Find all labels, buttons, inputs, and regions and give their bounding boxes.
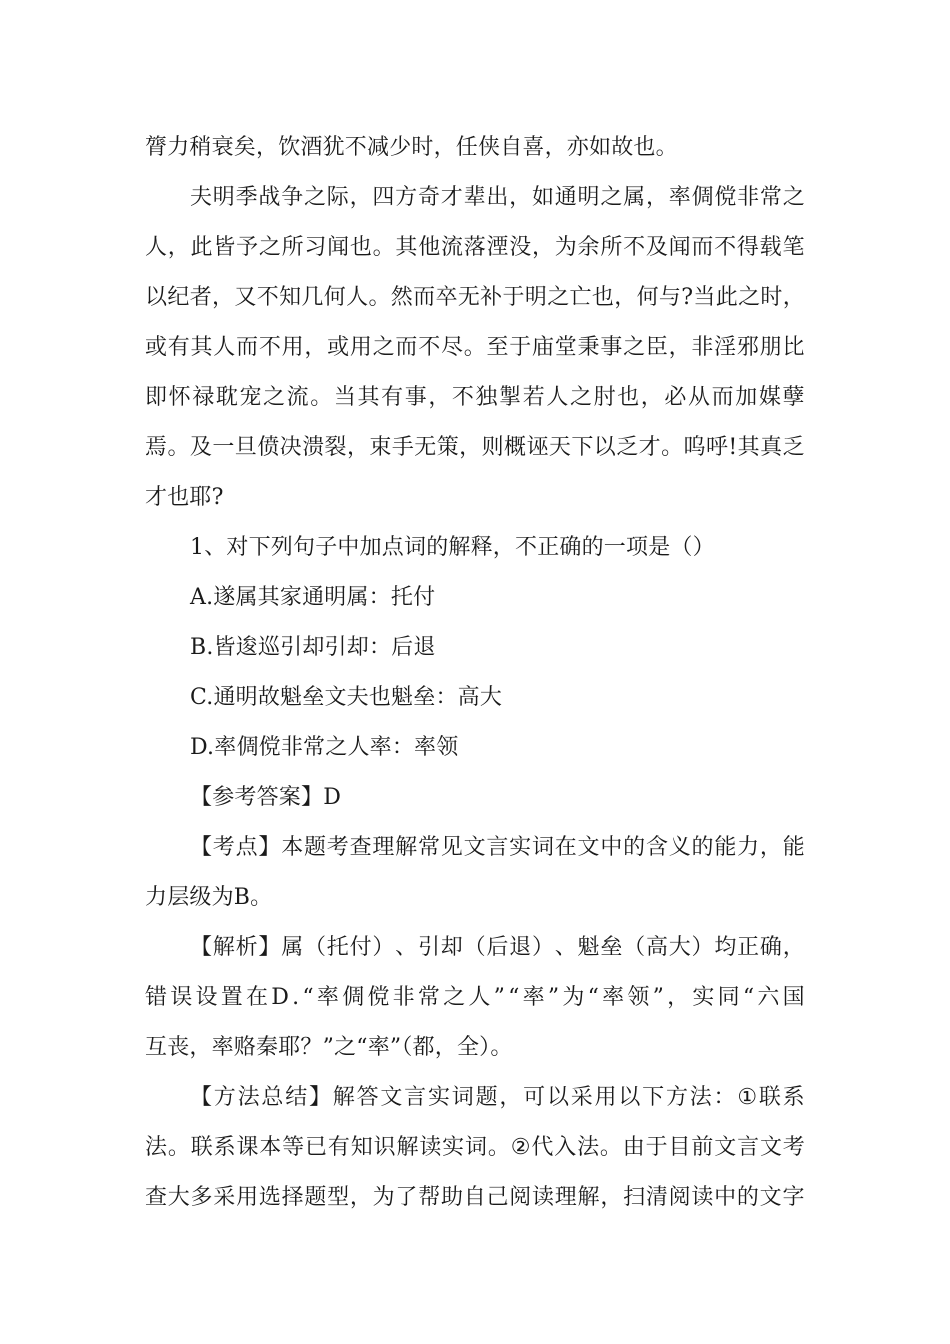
paragraph-line: 人 ， 此 皆 予 之 所 习 闻 也 。 其 他 流 落 湮 没 ， 为 余 所 不 及 闻 而 不 得 载 笔 <box>145 235 805 260</box>
paragraph-line: 查 大 多 采 用 选 择 题 型 ， 为 了 帮 助 自 己 阅 读 理 解 ， 扫 清 阅 读 中 的 文 字 <box>145 1185 805 1210</box>
paragraph-line: 法 。 联 系 课 本 等 已 有 知 识 解 读 实 词 。 ② 代 入 法 。 由 于 目 前 文 言 文 考 <box>145 1135 805 1160</box>
paragraph-line: 力层级为B。 <box>145 885 273 910</box>
option-c: C.通明故魁垒文夫也魁垒：高大 <box>190 685 503 710</box>
paragraph-line: 【 解 析 】 属 （ 托 付 ） 、 引 却 （ 后 退 ） 、 魁 垒 （ 高 大 ） 均 正 确 ， <box>190 935 805 960</box>
answer-line: 【参考答案】D <box>190 785 342 810</box>
paragraph-line: 焉 。 及 一 旦 偾 决 溃 裂 ， 束 手 无 策 ， 则 概 诬 天 下 以 乏 才 。 呜 呼 ! 其 真 乏 <box>145 435 805 460</box>
paragraph-line: 【 考 点 】 本 题 考 查 理 解 常 见 文 言 实 词 在 文 中 的 含 义 的 能 力 ， 能 <box>190 835 805 860</box>
paragraph-line: 夫 明 季 战 争 之 际 ， 四 方 奇 才 辈 出 ， 如 通 明 之 属 ， 率 倜 傥 非 常 之 <box>190 185 805 210</box>
paragraph-line: 互丧，率赂秦耶？”之“率”（都，全）。 <box>145 1035 513 1060</box>
paragraph-line: 或 有 其 人 而 不 用 ， 或 用 之 而 不 尽 。 至 于 庙 堂 秉 事 之 臣 ， 非 淫 邪 朋 比 <box>145 335 805 360</box>
paragraph-line: 错 误 设 置 在 D . “ 率 倜 傥 非 常 之 人 ” “ 率 ” 为 “ 率 领 ” ， 实 同 “ 六 国 <box>145 985 805 1010</box>
paragraph-line: 膂力稍衰矣，饮酒犹不减少时，任侠自喜，亦如故也。 <box>145 135 678 160</box>
paragraph-line: 即 怀 禄 耽 宠 之 流 。 当 其 有 事 ， 不 独 掣 若 人 之 肘 也 ， 必 从 而 加 媒 孽 <box>145 385 805 410</box>
paragraph-line: 以 纪 者 ， 又 不 知 几 何 人 。 然 而 卒 无 补 于 明 之 亡 也 ， 何 与 ? 当 此 之 时 ， <box>145 285 805 310</box>
option-b: B.皆逡巡引却引却：后退 <box>190 635 436 660</box>
question-stem: 1、对下列句子中加点词的解释，不正确的一项是（） <box>190 535 715 560</box>
option-a: A.遂属其家通明属：托付 <box>190 585 436 610</box>
option-d: D.率倜傥非常之人率：率领 <box>190 735 459 760</box>
paragraph-line: 才也耶? <box>145 485 224 510</box>
paragraph-line: 【 方 法 总 结 】 解 答 文 言 实 词 题 ， 可 以 采 用 以 下 方 法 ： ① 联 系 <box>190 1085 805 1110</box>
